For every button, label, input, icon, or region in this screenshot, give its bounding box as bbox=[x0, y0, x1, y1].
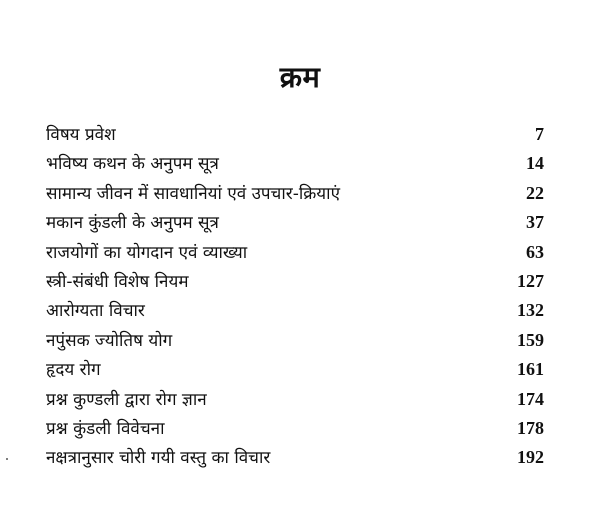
toc-entry-title: नपुंसक ज्योतिष योग bbox=[46, 330, 173, 351]
toc-entry-page-number: 14 bbox=[526, 153, 544, 174]
toc-entry bbox=[46, 267, 544, 296]
toc-entry-title: प्रश्न कुण्डली द्वारा रोग ज्ञान bbox=[46, 389, 207, 410]
toc-entry-title: नक्षत्रानुसार चोरी गयी वस्तु का विचार bbox=[46, 448, 271, 469]
toc-entry bbox=[46, 179, 544, 208]
toc-entry-page-number: 174 bbox=[517, 388, 544, 409]
toc-entry-page-number: 132 bbox=[517, 300, 544, 321]
toc-entry-title: विषय प्रवेश bbox=[46, 125, 116, 145]
toc-entry-page-number: 192 bbox=[517, 447, 544, 468]
toc-entry-title: भविष्य कथन के अनुपम सूत्र bbox=[46, 154, 219, 175]
toc-entry-title: प्रश्न कुंडली विवेचना bbox=[46, 418, 165, 439]
toc-entry-title: राजयोगों का योगदान एवं व्याख्या bbox=[46, 242, 248, 263]
toc-entry bbox=[46, 443, 544, 472]
toc-entry-page-number: 22 bbox=[526, 182, 544, 203]
toc-entry bbox=[46, 385, 544, 414]
toc-entry-title: सामान्य जीवन में सावधानियां एवं उपचार-क्रियाएं bbox=[46, 183, 340, 204]
toc-entry bbox=[46, 414, 544, 443]
toc-entry-page-number: 161 bbox=[517, 359, 544, 380]
toc-entry bbox=[46, 120, 544, 149]
toc-entry-title: आरोग्यता विचार bbox=[46, 301, 145, 322]
toc-entry-title: मकान कुंडली के अनुपम सूत्र bbox=[46, 213, 219, 234]
toc-entry bbox=[46, 149, 544, 178]
toc-entry-page-number: 37 bbox=[526, 212, 544, 233]
toc-entry bbox=[46, 355, 544, 384]
toc-entry bbox=[46, 208, 544, 237]
toc-entry bbox=[46, 326, 544, 355]
toc-entry-title: स्त्री-संबंधी विशेष नियम bbox=[46, 271, 189, 292]
table-of-contents bbox=[46, 120, 544, 473]
toc-entry bbox=[46, 296, 544, 325]
page-title: क्रम bbox=[279, 60, 321, 95]
toc-entry-title: हृदय रोग bbox=[46, 360, 101, 381]
toc-entry-page-number: 159 bbox=[517, 329, 544, 350]
toc-entry-page-number: 7 bbox=[535, 124, 544, 144]
toc-entry-page-number: 178 bbox=[517, 417, 544, 438]
scan-speck bbox=[6, 458, 8, 460]
toc-entry-page-number: 63 bbox=[526, 241, 544, 262]
toc-entry-page-number: 127 bbox=[517, 270, 544, 291]
toc-entry bbox=[46, 238, 544, 267]
